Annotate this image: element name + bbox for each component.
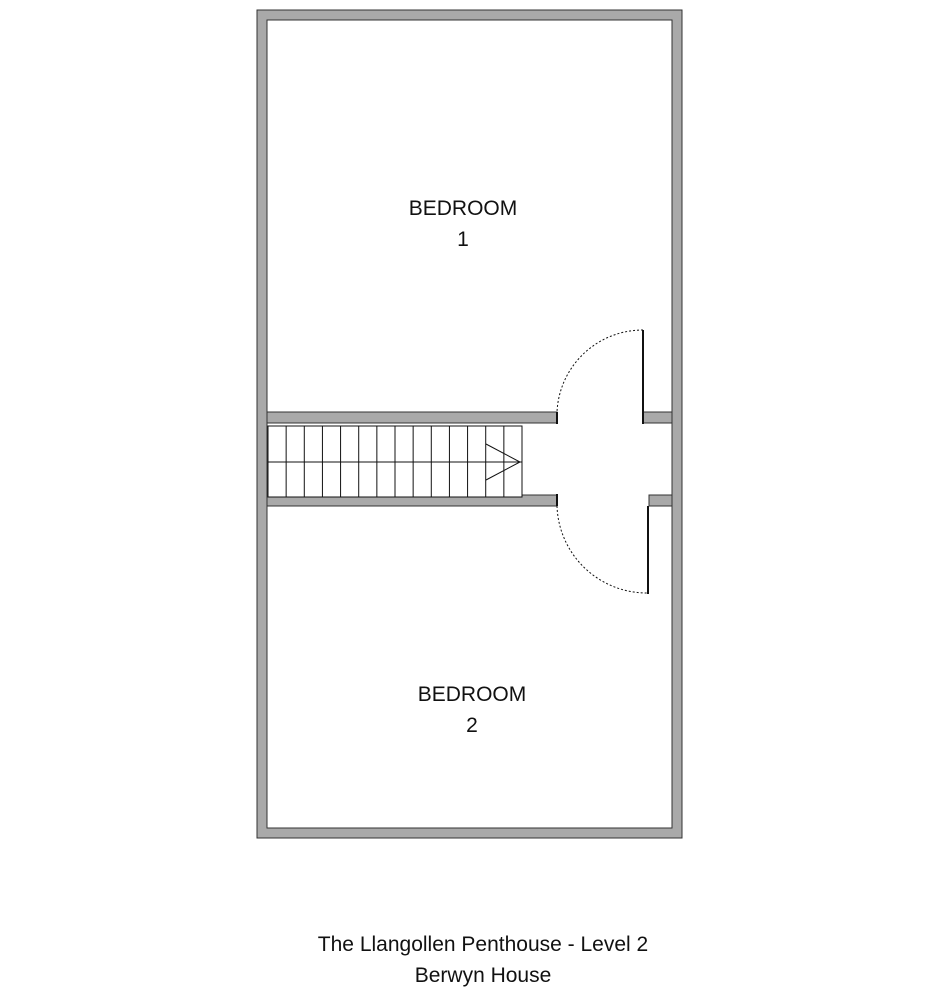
building-name: Berwyn House — [414, 964, 552, 987]
door-swing-icon — [557, 330, 643, 424]
plan-title: The Llangollen Penthouse - Level 2 — [317, 933, 649, 956]
bedroom-2-number: 2 — [466, 714, 478, 737]
staircase-icon — [268, 426, 522, 497]
interior-wall-upper — [267, 412, 672, 423]
bedroom-1-label: BEDROOM — [408, 197, 518, 220]
bedroom-2-label: BEDROOM — [417, 683, 527, 706]
bedroom-1-number: 1 — [457, 228, 469, 251]
door-swing-icon — [557, 494, 648, 594]
